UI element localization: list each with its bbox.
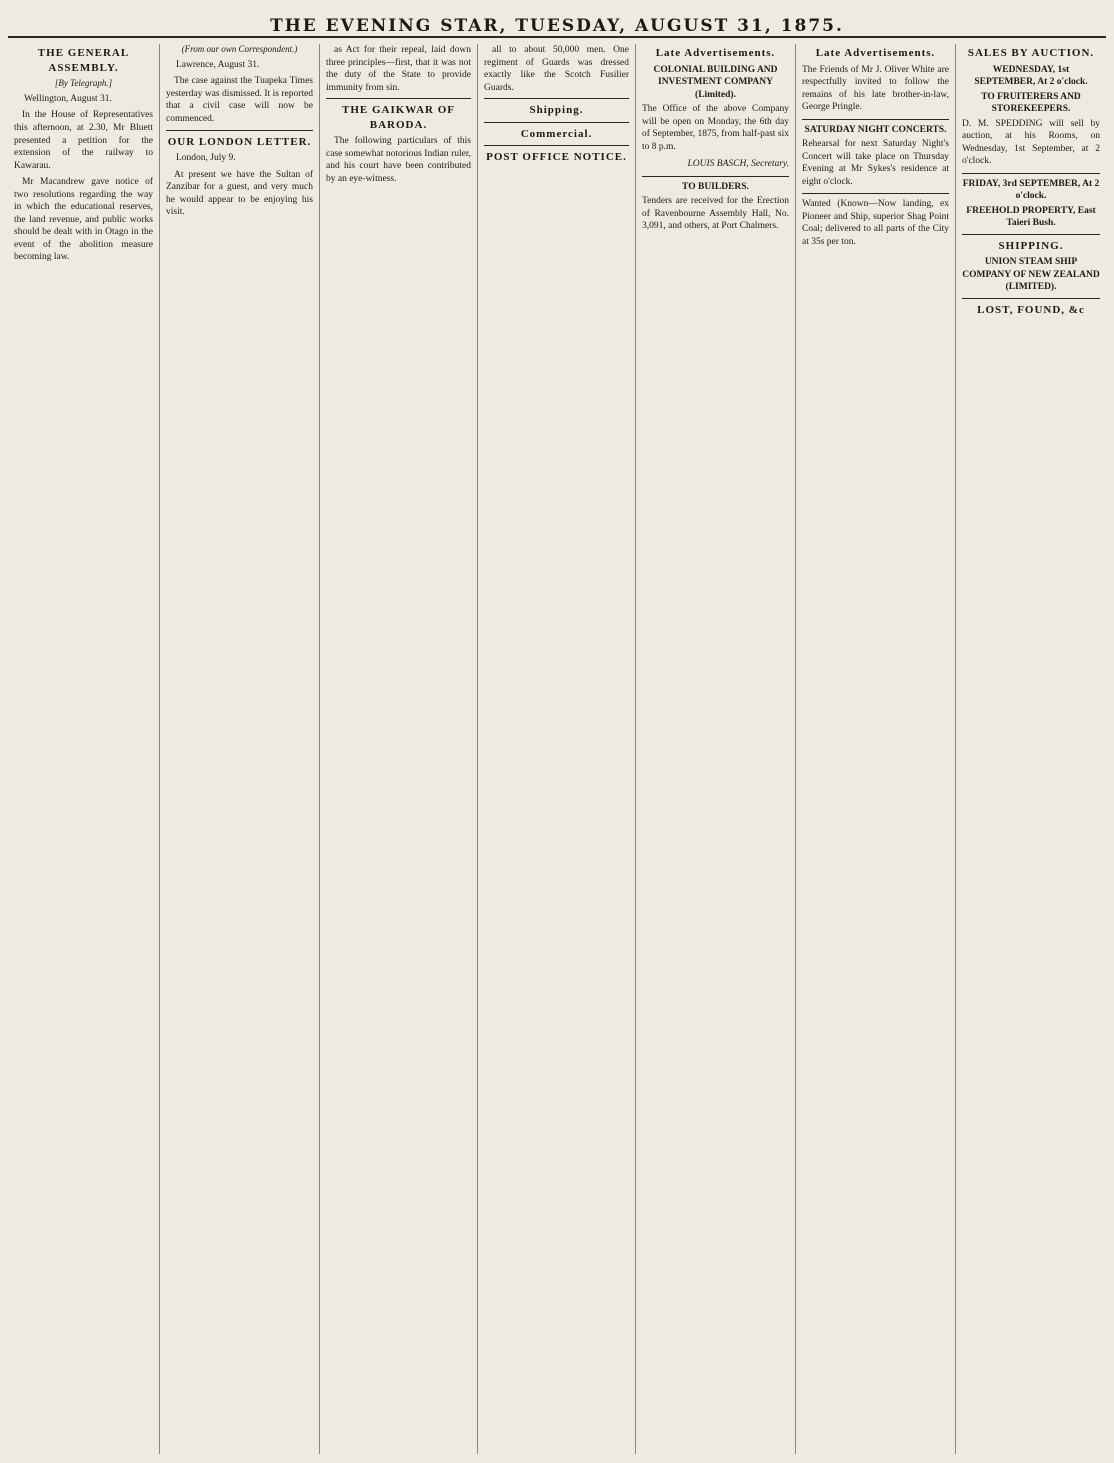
column-late-advertisements-2 [796, 44, 956, 1454]
divider [484, 98, 629, 99]
divider [962, 298, 1100, 299]
divider [962, 234, 1100, 235]
paragraph: At present we have the Sultan of Zanzibar for a guest, and very much he would appear to be enjoying his visit. [166, 169, 313, 218]
section-heading: SALES BY AUCTION. [967, 47, 1095, 59]
ad-heading: TO BUILDERS. [682, 181, 749, 192]
masthead-title: THE EVENING STAR, TUESDAY, AUGUST 31, 1875. [270, 16, 844, 36]
paragraph: Mr Macandrew gave notice of two resolutions regarding the way in which the educational reserves, the land revenue, and public works should be dealt with in Otago in the event of the abolition measure becoming law. [14, 177, 153, 263]
section-heading: Commercial. [520, 127, 593, 140]
masthead [8, 6, 1106, 38]
column-general-assembly [8, 44, 160, 1454]
section-heading: THE GENERAL ASSEMBLY. [37, 47, 130, 74]
advertisement: Rehearsal for next Saturday Night's Concert will take place on Thursday Evening at Mr Sykes's residence at eight o'clock. [802, 139, 949, 187]
sale-date: FRIDAY, 3rd SEPTEMBER, At 2 o'clock. [962, 178, 1100, 202]
ad-heading: TO FRUITERERS AND STOREKEEPERS. [981, 91, 1081, 115]
dateline: Lawrence, August 31. [176, 59, 260, 70]
divider [642, 176, 789, 177]
advertisement: The Office of the above Company will be open on Monday, the 6th day of September, 1875, from half-past six to 8 p.m. [642, 104, 789, 152]
divider [962, 173, 1100, 174]
columns [8, 44, 1106, 1454]
section-heading: OUR LONDON LETTER. [167, 135, 312, 148]
column-shipping-commercial [478, 44, 636, 1454]
column-late-advertisements-1 [636, 44, 796, 1454]
ad-heading: SATURDAY NIGHT CONCERTS. [804, 124, 947, 135]
advertisement: The Friends of Mr J. Oliver White are respectfully invited to follow the remains of his late brother-in-law, George Pringle. [802, 64, 949, 113]
divider [166, 130, 313, 131]
paragraph: In the House of Representatives this afternoon, at 2.30, Mr Bluett presented a petition for the extension of the railway to Kawarau. [14, 110, 153, 171]
section-heading: Late Advertisements. [655, 47, 776, 59]
divider [484, 145, 629, 146]
ad-heading: COLONIAL BUILDING AND INVESTMENT COMPANY (Limited). [653, 64, 778, 100]
column-auctions [956, 44, 1106, 1454]
section-heading: POST OFFICE NOTICE. [486, 151, 627, 164]
divider [802, 119, 949, 120]
paragraph: The case against the Tuapeka Times yesterday was dismissed. It is reported that a civil case will now be commenced. [166, 76, 313, 124]
paragraph: all to about 50,000 men. One regiment of Guards was dressed exactly like the Scotch Fusilier Guards. [484, 45, 629, 93]
paragraph: as Act for their repeal, laid down three principles—first, that it was not the duty of the State to provide immunity from sin. [326, 45, 471, 93]
dateline: Wellington, August 31. [24, 93, 112, 104]
divider [484, 122, 629, 123]
byline: (From our own Correspondent.) [181, 44, 298, 54]
section-heading: Late Advertisements. [815, 47, 936, 59]
ad-heading: FREEHOLD PROPERTY, East Taieri Bush. [966, 205, 1096, 229]
section-heading: Shipping. [529, 104, 584, 117]
column-news [320, 44, 478, 1454]
sale-date: WEDNESDAY, 1st SEPTEMBER, At 2 o'clock. [974, 64, 1088, 88]
divider [802, 193, 949, 194]
paragraph: The following particulars of this case somewhat notorious Indian ruler, and his court have been contributed by an eye-witness. [326, 136, 471, 184]
advertisement: Tenders are received for the Erection of Ravenbourne Assembly Hall, No. 3,091, and others, at Port Chalmers. [642, 196, 789, 232]
dateline: London, July 9. [176, 153, 236, 164]
section-heading: SHIPPING. [998, 239, 1064, 252]
section-heading: LOST, FOUND, &c [977, 304, 1085, 316]
column-correspondence [160, 44, 320, 1454]
advertisement: D. M. SPEDDING will sell by auction, at his Rooms, on Wednesday, 1st September, at 2 o'clock. [962, 118, 1100, 167]
ad-signature: LOUIS BASCH, Secretary. [687, 159, 789, 170]
section-heading: THE GAIKWAR OF BARODA. [341, 104, 455, 131]
advertisement: Wanted (Known—Now landing, ex Pioneer and Ship, superior Shag Point Coal; delivered to all parts of the City at 35s per ton. [802, 199, 949, 247]
ad-heading: UNION STEAM SHIP COMPANY OF NEW ZEALAND (LIMITED). [962, 257, 1100, 293]
byline: [By Telegraph.] [54, 78, 113, 89]
divider [326, 98, 471, 99]
